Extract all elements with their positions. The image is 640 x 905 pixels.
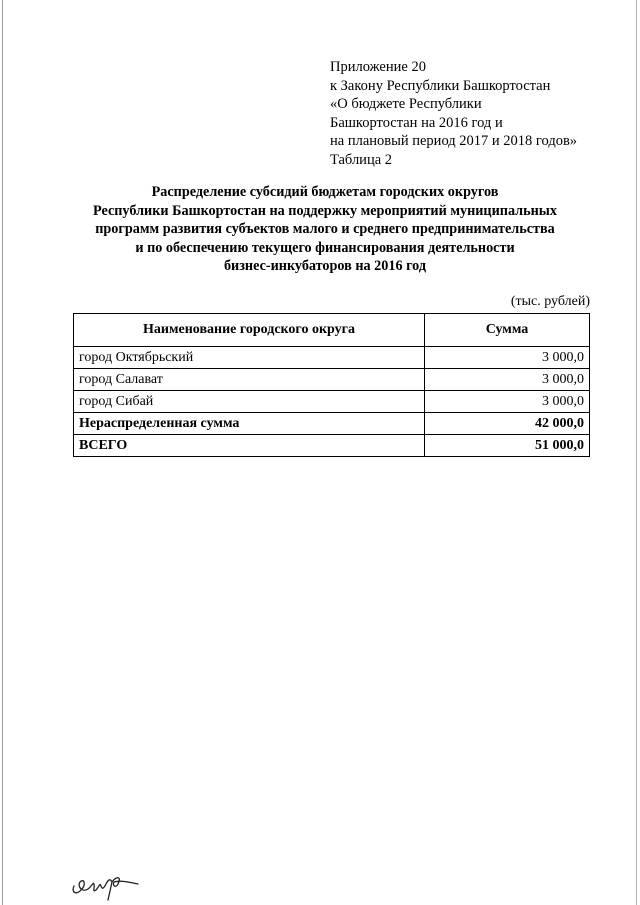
- header-district-name: Наименование городского округа: [74, 314, 425, 347]
- district-name-cell: город Октябрьский: [74, 347, 425, 369]
- district-name-cell: город Салават: [74, 369, 425, 391]
- table-header-row: [74, 314, 590, 347]
- table-number: Таблица 2: [330, 151, 393, 168]
- total-label: ВСЕГО: [74, 435, 425, 457]
- unallocated-row: [74, 413, 590, 435]
- table-row: [74, 347, 590, 369]
- appendix-line: Приложение 20: [330, 59, 426, 75]
- amount-cell: 3 000,0: [425, 347, 590, 369]
- title-line: Республики Башкортостан на поддержку мероприятий муниципальных: [93, 202, 557, 219]
- appendix-line: к Закону Республики Башкортостан: [330, 77, 551, 94]
- table-row: [74, 369, 590, 391]
- page-edge-left: [2, 0, 3, 905]
- appendix-line: «О бюджете Республики: [330, 96, 482, 112]
- signature-mark: [68, 862, 148, 902]
- title-line: программ развития субъектов малого и среднего предпринимательства: [95, 221, 555, 238]
- title-line: Распределение субсидий бюджетам городских округов: [151, 184, 499, 200]
- unallocated-label: Нераспределенная сумма: [74, 413, 425, 435]
- units-label: (тыс. рублей): [510, 294, 590, 309]
- appendix-line: Башкортостан на 2016 год и: [330, 114, 503, 131]
- total-row: [74, 435, 590, 457]
- page-edge-right: [636, 0, 637, 905]
- title-line: бизнес-инкубаторов на 2016 год: [223, 258, 427, 275]
- header-amount: Сумма: [425, 314, 590, 347]
- amount-cell: 3 000,0: [425, 369, 590, 391]
- subsidy-table: [73, 313, 590, 457]
- appendix-line: на плановый период 2017 и 2018 годов»: [330, 133, 578, 149]
- table-row: [74, 391, 590, 413]
- title-line: и по обеспечению текущего финансирования деятельности: [135, 239, 515, 256]
- total-amount: 51 000,0: [425, 435, 590, 457]
- amount-cell: 3 000,0: [425, 391, 590, 413]
- document-title: [60, 183, 590, 276]
- district-name-cell: город Сибай: [74, 391, 425, 413]
- unallocated-amount: 42 000,0: [425, 413, 590, 435]
- appendix-header: [330, 58, 620, 169]
